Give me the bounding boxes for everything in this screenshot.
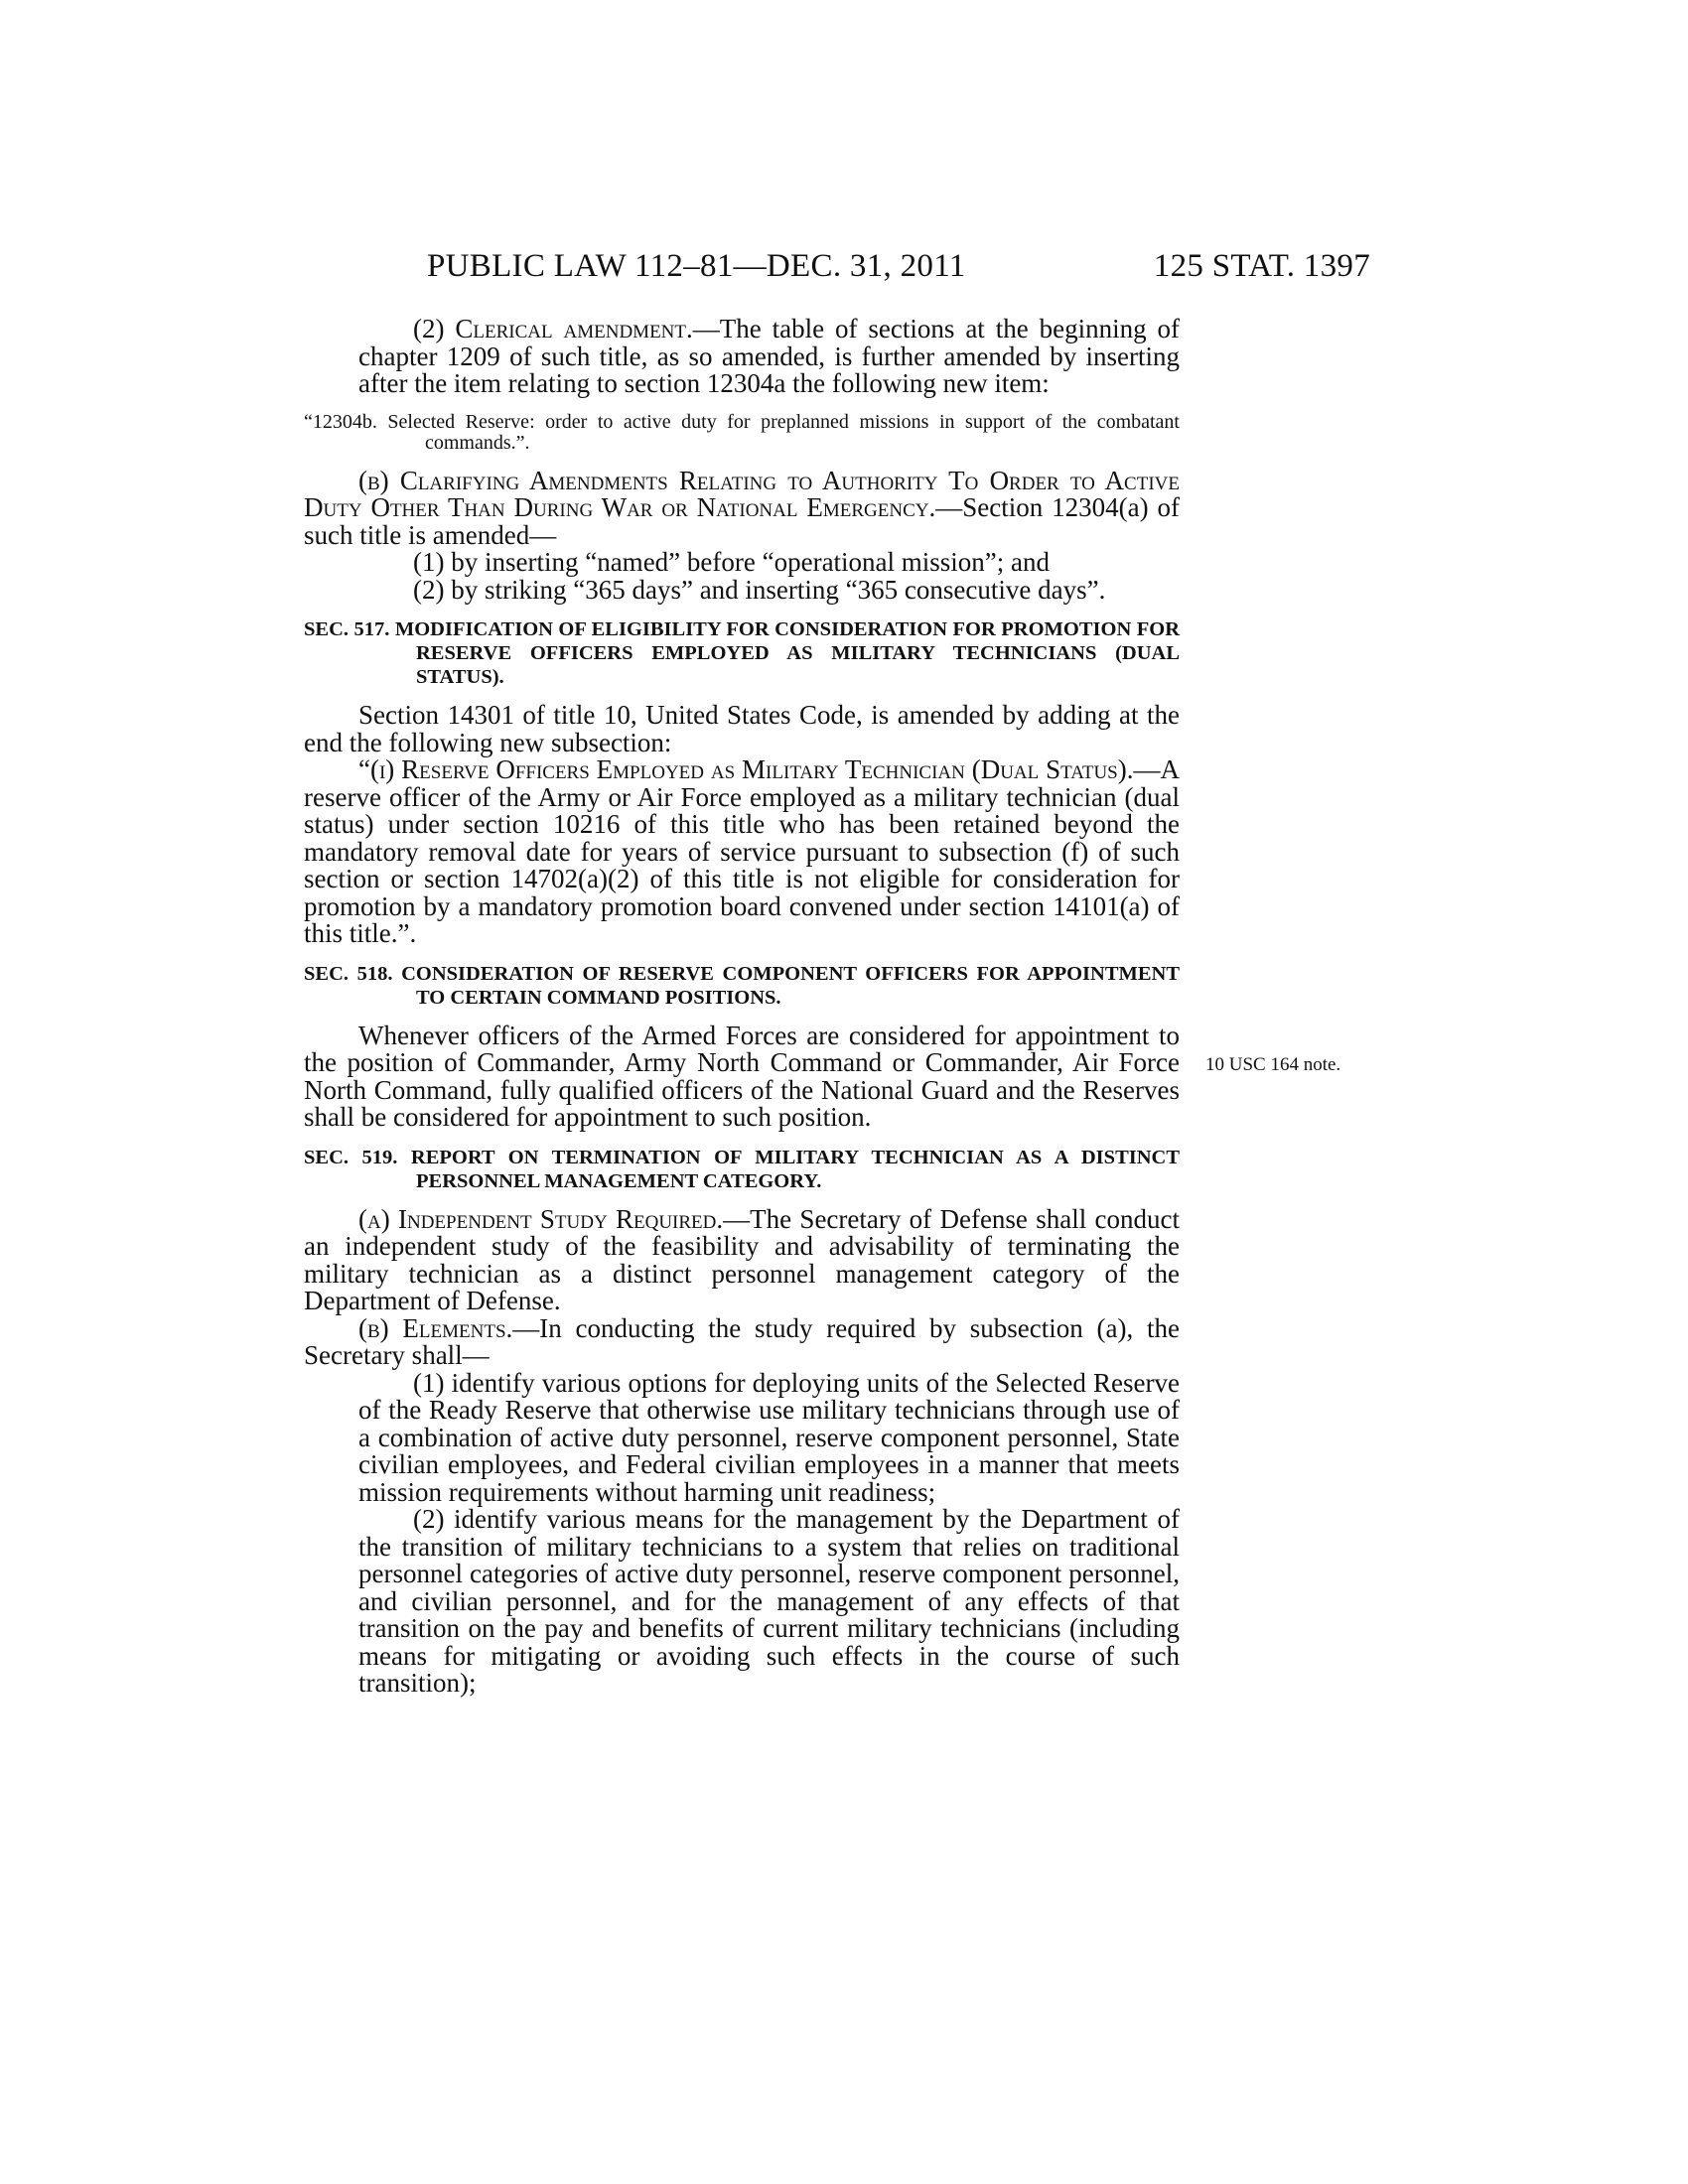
para-clerical-heading: (2) Clerical amendment.	[413, 314, 693, 343]
para-b-clarifying	[304, 465, 1180, 550]
sec-519-b-item-1: (1) identify various options for deploying units of the Selected Reserve of the Ready Reserve that otherwise use military technicians through use of a combination of active duty personnel, reserve component personnel, State civilian employees, and Federal civilian employees in a manner that meets mission requirements without harming unit readiness;	[358, 1367, 1180, 1507]
sec-518-text: Whenever officers of the Armed Forces are considered for appointment to the position of Commander, Army North Command or Commander, Air Force North Command, fully qualified officers of the National Guard and the Reserves shall be considered for appointment to such position.	[304, 1020, 1180, 1132]
sec-517-sub-heading: “(i) Reserve Officers Employed as Military Technician (Dual Status).	[358, 754, 1134, 784]
document-body	[304, 316, 1180, 1698]
sec-519-para-b	[304, 1312, 1180, 1370]
public-law-citation: PUBLIC LAW 112–81—DEC. 31, 2011	[427, 248, 966, 284]
sec-517-heading	[304, 617, 1180, 689]
margin-note-sec518: 10 USC 164 note.	[1205, 1054, 1341, 1075]
sec-517-title: MODIFICATION OF ELIGIBILITY FOR CONSIDERATION FOR PROMOTION FOR RESERVE OFFICERS EMPLOYED AS MILITARY TECHNICIANS (DUAL STATUS).	[394, 618, 1181, 688]
para-clerical-text: —The table of sections at the beginning of chapter 1209 of such title, as so amended, is further amended by inserting after the item relating to section 12304a the following new item:	[358, 314, 1180, 398]
sec-518-number: SEC. 518.	[304, 962, 393, 985]
sec-517-subsection-i	[304, 756, 1180, 948]
sec-519-heading	[304, 1146, 1180, 1193]
sec-519-b-text: —In conducting the study required by subsection (a), the Secretary shall—	[304, 1312, 1180, 1370]
stat-page-number: 125 STAT. 1397	[1153, 248, 1370, 284]
sec-519-number: SEC. 519.	[304, 1146, 398, 1168]
sec-519-b-heading: (b) Elements.	[358, 1312, 513, 1343]
sec-518-heading	[304, 962, 1180, 1010]
sec-518-title: CONSIDERATION OF RESERVE COMPONENT OFFICERS FOR APPOINTMENT TO CERTAIN COMMAND POSITIONS.	[401, 962, 1180, 1009]
sec-519-title: REPORT ON TERMINATION OF MILITARY TECHNICIAN AS A DISTINCT PERSONNEL MANAGEMENT CATEGORY.	[410, 1146, 1180, 1192]
para-b-text: —Section 12304(a) of such title is amended—	[304, 492, 1180, 550]
sec-519-para-a	[304, 1203, 1180, 1315]
toc-item-12304b: “12304b. Selected Reserve: order to active duty for preplanned missions in support of the combatant commands.”.	[304, 410, 1180, 454]
sec-519-a-text: —The Secretary of Defense shall conduct an independent study of the feasibility and advisability of terminating the military technician as a distinct personnel management category of the Department of Defense.	[304, 1203, 1180, 1315]
para-b-heading: (b) Clarifying Amendments Relating to Authority To Order to Active Duty Other Than During War or National Emergency.	[304, 465, 1180, 522]
sec-519-a-heading: (a) Independent Study Required.	[358, 1203, 724, 1234]
sec-517-number: SEC. 517.	[304, 618, 390, 640]
sec-517-sub-text: —A reserve officer of the Army or Air Force employed as a military technician (dual status) under section 10216 of this title who has been retained beyond the mandatory removal date for years of service pursuant to subsection (f) of such section or section 14702(a)(2) of this title is not eligible for consideration for promotion by a mandatory promotion board convened under section 14101(a) of this title.”.	[304, 754, 1180, 948]
sec-517-intro: Section 14301 of title 10, United States Code, is amended by adding at the end the following new subsection:	[304, 700, 1180, 757]
para-clerical-amendment	[304, 316, 1180, 398]
para-b-item-2: (2) by striking “365 days” and inserting “365 consecutive days”.	[413, 574, 1106, 605]
para-b-item-1: (1) by inserting “named” before “operational mission”; and	[413, 547, 1051, 577]
sec-519-b-item-2: (2) identify various means for the management by the Department of the transition of military technicians to a system that relies on traditional personnel categories of active duty personnel, reserve component personnel, and civilian personnel, and for the management of any effects of that transition on the pay and benefits of current military technicians (including means for mitigating or avoiding such effects in the course of such transition);	[358, 1504, 1180, 1698]
page-header	[427, 248, 1370, 292]
